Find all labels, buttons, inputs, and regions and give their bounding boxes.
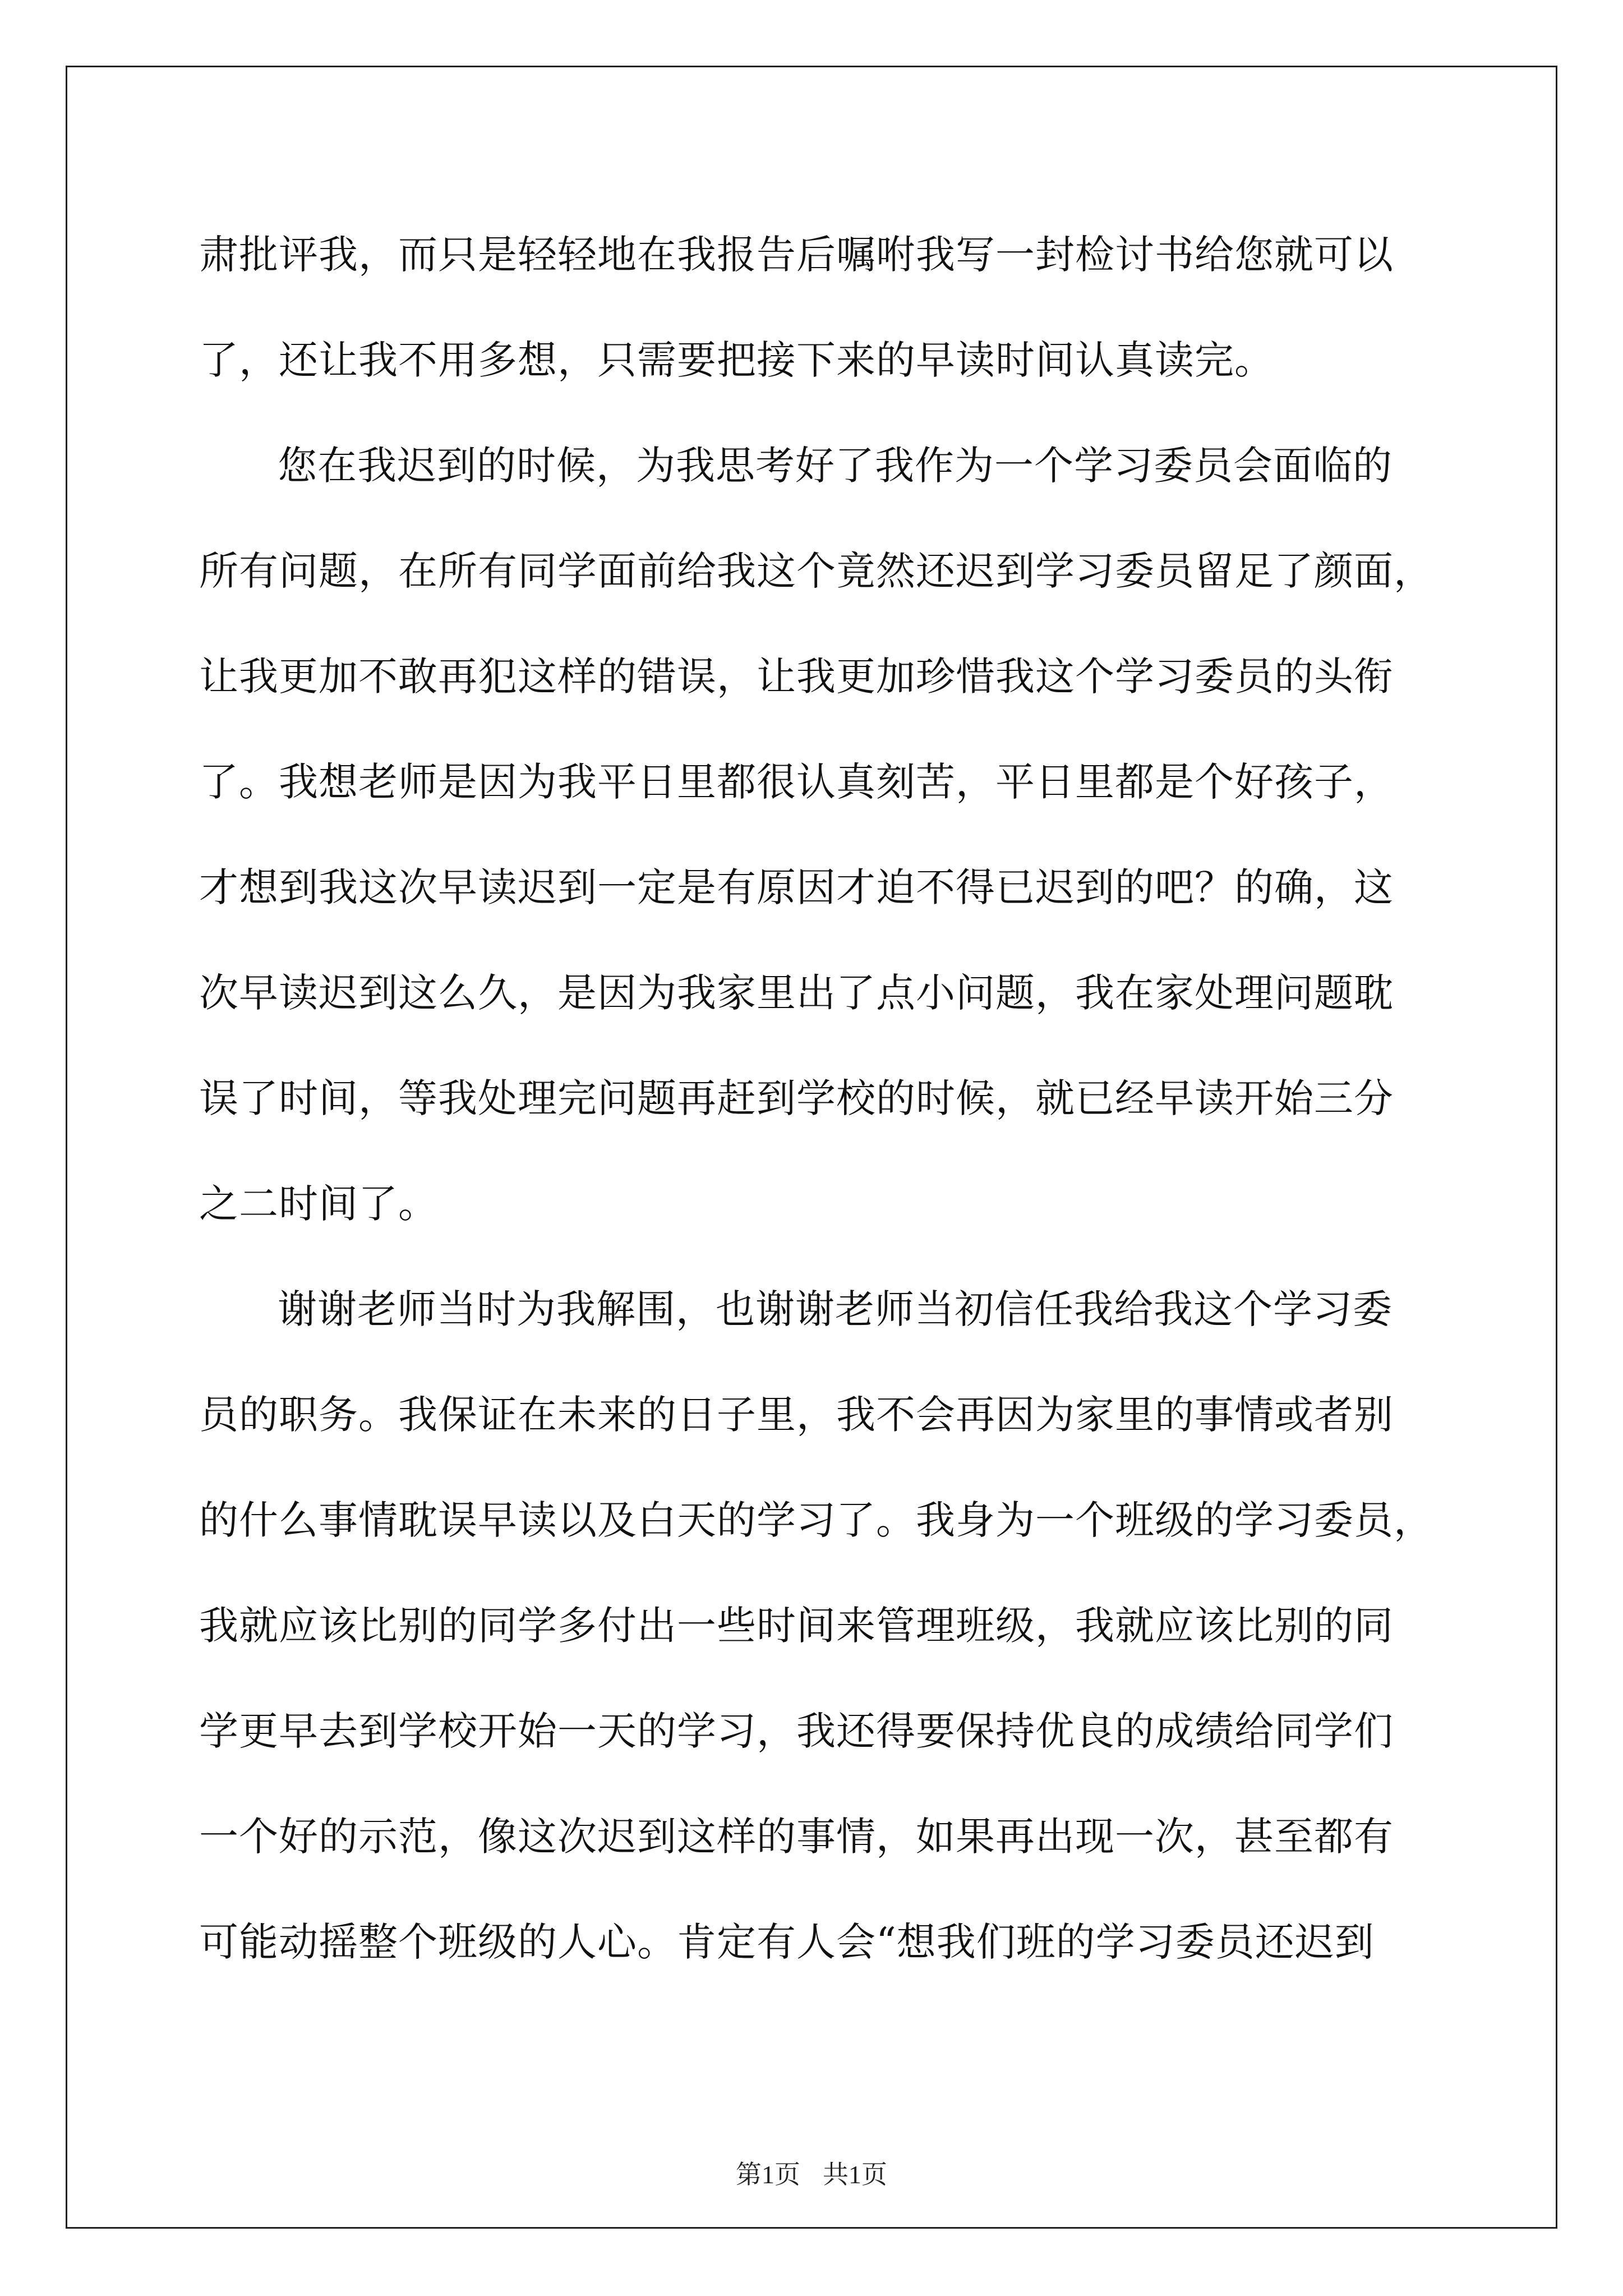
text-line: 员的职务。我保证在未来的日子里，我不会再因为家里的事情或者别 [199, 1392, 1394, 1438]
text-line: 我就应该比别的同学多付出一些时间来管理班级，我就应该比别的同 [199, 1603, 1394, 1649]
paragraph-start-line: 谢谢老师当时为我解围，也谢谢老师当初信任我给我这个学习委 [278, 1286, 1393, 1332]
text-line: 之二时间了。 [199, 1181, 438, 1227]
text-line: 误了时间，等我处理完问题再赶到学校的时候，就已经早读开始三分 [199, 1075, 1394, 1121]
text-line: 了，还让我不用多想，只需要把接下来的早读时间认真读完。 [199, 337, 1274, 383]
text-line: 的什么事情耽误早读以及白天的学习了。我身为一个班级的学习委员， [199, 1497, 1433, 1543]
page-footer [0, 2154, 1623, 2191]
text-line: 次早读迟到这么久，是因为我家里出了点小问题，我在家处理问题耽 [199, 970, 1394, 1016]
paragraph-start-line: 您在我迟到的时候，为我思考好了我作为一个学习委员会面临的 [278, 443, 1393, 489]
text-line: 可能动摇整个班级的人心。肯定有人会“想我们班的学习委员还迟到 [199, 1919, 1375, 1965]
text-line: 一个好的示范，像这次迟到这样的事情，如果再出现一次，甚至都有 [199, 1814, 1394, 1860]
page-total: 共1页 [823, 2160, 887, 2189]
text-line: 肃批评我，而只是轻轻地在我报告后嘱咐我写一封检讨书给您就可以 [199, 232, 1394, 278]
text-line: 了。我想老师是因为我平日里都很认真刻苦，平日里都是个好孩子， [199, 759, 1394, 805]
text-line: 所有问题，在所有同学面前给我这个竟然还迟到学习委员留足了颜面， [199, 548, 1433, 594]
text-line: 学更早去到学校开始一天的学习，我还得要保持优良的成绩给同学们 [199, 1708, 1394, 1754]
text-line: 才想到我这次早读迟到一定是有原因才迫不得已迟到的吧？的确，这 [199, 864, 1394, 910]
text-line: 让我更加不敢再犯这样的错误，让我更加珍惜我这个学习委员的头衔 [199, 654, 1394, 700]
document-body [199, 202, 1433, 1995]
page-number: 第1页 [736, 2160, 800, 2189]
